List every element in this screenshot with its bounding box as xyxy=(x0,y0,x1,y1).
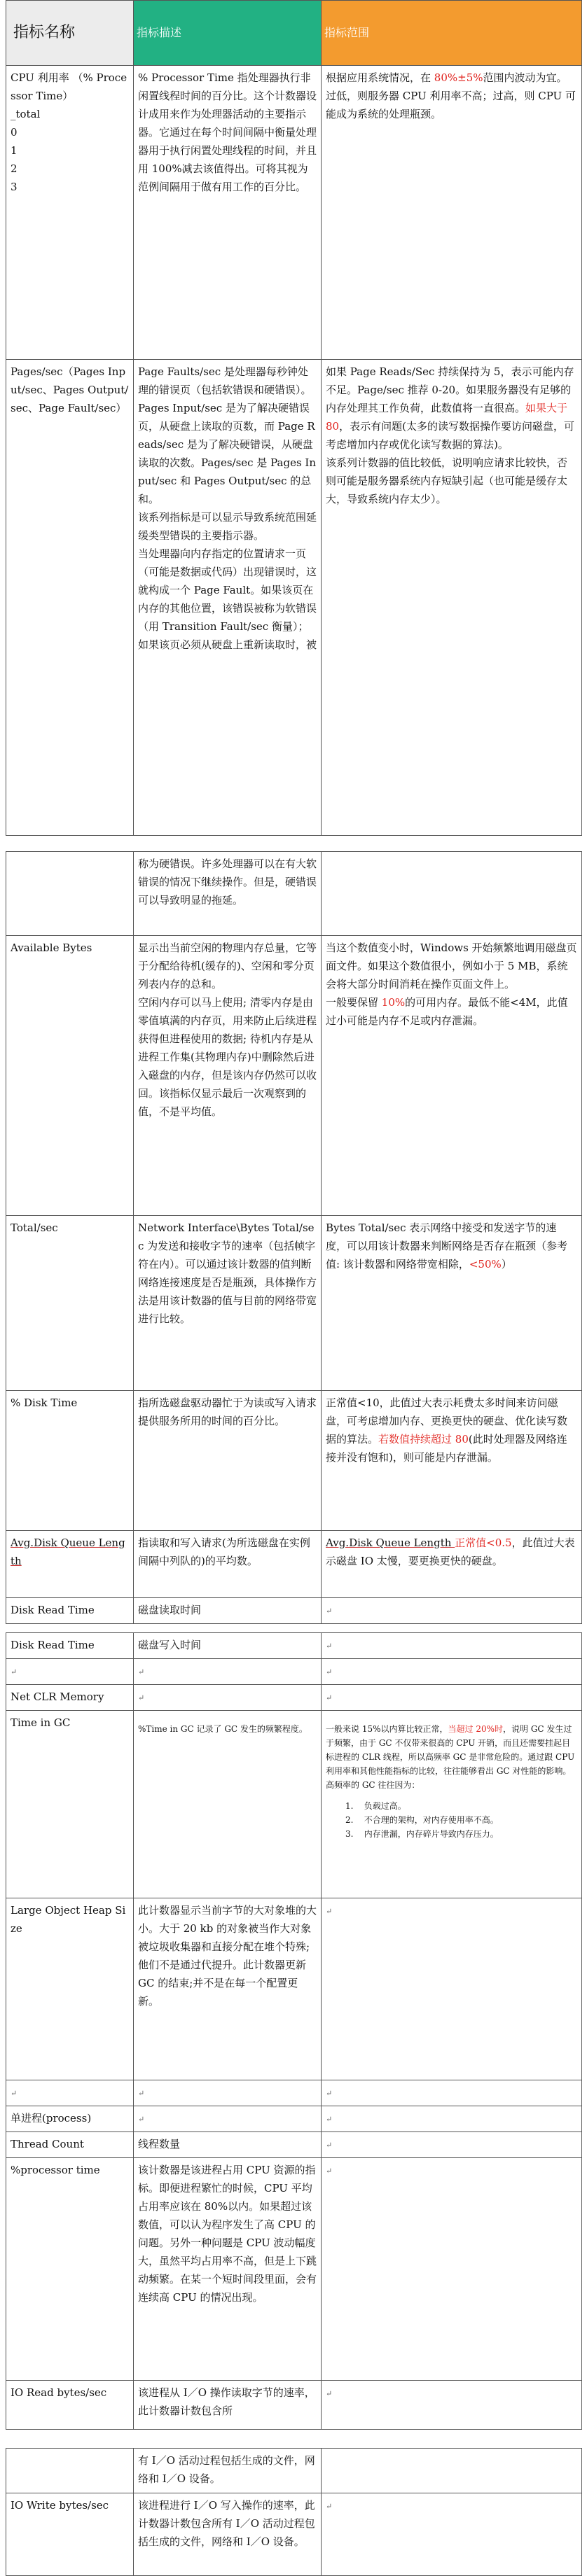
thread-count-name: Thread Count xyxy=(6,2132,134,2158)
total-sec-name: Total/sec xyxy=(6,1216,134,1391)
available-bytes-description: 显示出当前空闲的物理内存总量，它等于分配给待机(缓存的)、空闲和零分页列表内存的总和。 空闲内存可以马上使用; 清零内存是由零值填满的内存页，用来防止后续进程获得但进程使用的数据; 待机内存是从进程工作集(其物理内存)中删除然后进入磁盘的内存，但是该内存仍然可以收回。该指标仅显示最后一次观察到的值，不是平均值。 xyxy=(134,936,322,1216)
processor-time-name: %processor time xyxy=(6,2158,134,2381)
gc-cause-list xyxy=(326,1799,577,1841)
cpu-level-0: 0 xyxy=(11,126,18,139)
disk-time-name: % Disk Time xyxy=(6,1391,134,1531)
avg-disk-queue-range: Avg.Disk Queue Length 正常值<0.5，此值过大表示磁盘 IO 太慢，要更换更快的硬盘。 xyxy=(322,1531,582,1598)
row-disk-write-time xyxy=(6,1633,582,1659)
cpu-level-3: 3 xyxy=(11,181,18,193)
avg-disk-queue-name: Avg.Disk Queue Length xyxy=(6,1531,134,1598)
header-metric-range: 指标范围 xyxy=(322,1,582,66)
row-total-sec xyxy=(6,1216,582,1391)
total-sec-highlight: <50% xyxy=(469,1258,502,1270)
io-read-bytes-description-cont: 有 I／O 活动过程包括生成的文件，网络和 I／O 设备。 xyxy=(134,2449,322,2493)
cpu-name-sub: _total xyxy=(11,108,41,120)
time-in-gc-range: 一般来说 15%以内算比较正常，当超过 20%时，说明 GC 发生过于频繁，由于 GC 不仅带来很高的 CPU 开销，而且还需要挂起目标进程的 CLR 线程，所以高频率 GC 是非常危险的。通过跟 CPU 利用率和其他性能指标的比较，往往能够看出 GC 对性能的影响。高频率的 GC 往往因为： 1. 负载过高。 2. 不合理的架构，对内存使用率不高。 3. 内存泄漏，内存碎片导致内存压力。 xyxy=(322,1711,582,1898)
row-pages-continued xyxy=(6,852,582,936)
disk-write-time-range: ↵ xyxy=(322,1633,582,1659)
row-large-object-heap: Large Object Heap Size 此计数器显示当前字节的大对象堆的大小。大于 20 kb 的对象被当作大对象被垃圾收集器和直接分配在堆个特殊;他们不是通过代提升。此计数器更新 GC 的结束;并不是在每一个配置更新。 ↵ xyxy=(6,1898,582,2080)
row-single-process: 单进程(process) ↵ ↵ xyxy=(6,2106,582,2132)
metrics-table-part-3 xyxy=(6,1632,582,2430)
time-in-gc-description: %Time in GC 记录了 GC 发生的频繁程度。 xyxy=(134,1711,322,1898)
gc-cause-2: 2. 不合理的架构，对内存使用率不高。 xyxy=(345,1815,499,1825)
pages-cont-description: 称为硬错误。许多处理器可以在有大软错误的情况下继续操作。但是，硬错误可以导致明显的拖延。 xyxy=(134,852,322,936)
header-metric-description: 指标描述 xyxy=(134,1,322,66)
row-disk-read-time xyxy=(6,1598,582,1624)
row-empty-2: ↵ ↵ ↵ xyxy=(6,2080,582,2106)
disk-time-description: 指所选磁盘驱动器忙于为读或写入请求提供服务所用的时间的百分比。 xyxy=(134,1391,322,1531)
cpu-level-1: 1 xyxy=(11,144,18,157)
pages-range: 如果 Page Reads/Sec 持续保持为 5，表示可能内存不足。Page/sec 推荐 0-20。如果服务器没有足够的内存处理其工作负荷，此数值将一直很高。如果大于 80，表示有问题(太多的读写数据操作要访问磁盘，可考虑增加内存或优化读写数据的算法)。 该系列计数器的值比较低，说明响应请求比较快，否则可能是服务器系统内存短缺引起（也可能是缓存太大，导致系统内存太少）。 xyxy=(322,360,582,836)
avg-disk-queue-highlight: 正常值<0.5 xyxy=(455,1536,512,1549)
row-time-in-gc xyxy=(6,1711,582,1898)
disk-write-time-name: Disk Read Time xyxy=(6,1633,134,1659)
time-in-gc-highlight: 当超过 20%时 xyxy=(448,1724,503,1734)
io-read-bytes-description: 该进程从 I／O 操作读取字节的速率，此计数器计数包含所 xyxy=(134,2381,322,2430)
pages-cont-range xyxy=(322,852,582,936)
cpu-range: 根据应用系统情况，在 80%±5%范围内波动为宜。过低，则服务器 CPU 利用率不高；过高，则 CPU 可能成为系统的处理瓶颈。 xyxy=(322,66,582,360)
disk-time-range: 正常值<10，此值过大表示耗费太多时间来访问磁盘，可考虑增加内存、更换更快的硬盘、优化读写数据的算法。若数值持续超过 80(此时处理器及网络连接并没有饱和)，则可能是内存泄漏。 xyxy=(322,1391,582,1531)
row-net-clr-memory: Net CLR Memory ↵ ↵ xyxy=(6,1685,582,1711)
row-available-bytes xyxy=(6,936,582,1216)
disk-write-time-description: 磁盘写入时间 xyxy=(134,1633,322,1659)
pages-range-highlight: 如果大于 80 xyxy=(326,402,568,433)
gc-cause-1: 1. 负载过高。 xyxy=(345,1801,406,1811)
cpu-range-highlight: 80%±5% xyxy=(434,71,483,84)
pages-name: Pages/sec（Pages Input/sec、Pages Output/sec、Page Fault/sec） xyxy=(6,360,134,836)
thread-count-description: 线程数量 xyxy=(134,2132,322,2158)
metrics-table-part-4 xyxy=(6,2448,582,2576)
available-bytes-name: Available Bytes xyxy=(6,936,134,1216)
cpu-level-2: 2 xyxy=(11,162,18,175)
cpu-name-cell xyxy=(6,66,134,360)
net-clr-memory-name: Net CLR Memory xyxy=(6,1685,134,1711)
gc-cause-3: 3. 内存泄漏，内存碎片导致内存压力。 xyxy=(345,1829,499,1839)
disk-time-highlight: 若数值持续超过 80 xyxy=(378,1433,469,1446)
io-read-bytes-name: IO Read bytes/sec xyxy=(6,2381,134,2430)
row-disk-time xyxy=(6,1391,582,1531)
cpu-description: % Processor Time 指处理器执行非闲置线程时间的百分比。这个计数器设计成用来作为处理器活动的主要指示器。它通过在每个时间间隔中衡量处理器用于执行闲置处理线程的时间，并且用 100%减去该值得出。可将其视为范例间隔用于做有用工作的百分比。 xyxy=(134,66,322,360)
large-object-heap-name: Large Object Heap Size xyxy=(6,1898,134,2080)
total-sec-description: Network Interface\Bytes Total/sec 为发送和接收字节的速率（包括帧字符在内）。可以通过该计数器的值判断网络连接速度是否是瓶颈，具体操作方法是用该计数器的值与目前的网络带宽进行比较。 xyxy=(134,1216,322,1391)
row-io-read-bytes: IO Read bytes/sec 该进程从 I／O 操作读取字节的速率，此计数器计数包含所 ↵ xyxy=(6,2381,582,2430)
row-cpu-utilization xyxy=(6,66,582,360)
row-processor-time: %processor time 该计数器是该进程占用 CPU 资源的指标。即便进程繁忙的时候，CPU 平均占用率应该在 80%以内。如果超过该数值，可以认为程序发生了高 CPU 的问题。另外一种问题是 CPU 波动幅度大，虽然平均占用率不高，但是上下跳动频繁。在某一个短时间段里面，会有连续高 CPU 的情况出现。 ↵ xyxy=(6,2158,582,2381)
pages-description: Page Faults/sec 是处理器每秒钟处理的错误页（包括软错误和硬错误）。Pages Input/sec 是为了解决硬错误页，从硬盘上读取的页数，而 Page Reads/sec 是为了解决硬错误，从硬盘读取的次数。Pages/sec 是 Pages Input/sec 和 Pages Output/sec 的总和。 该系列指标是可以显示导致系统范围延缓类型错误的主要指示器。 当处理器向内存指定的位置请求一页（可能是数据或代码）出现错误时，这就构成一个 Page Fault。如果该页在内存的其他位置，该错误被称为软错误（用 Transition Fault/sec 衡量）；如果该页必须从硬盘上重新读取时，被 xyxy=(134,360,322,836)
total-sec-range: Bytes Total/sec 表示网络中接受和发送字节的速度，可以用该计数器来判断网络是否存在瓶颈（参考值: 该计数器和网络带宽相除，<50%） xyxy=(322,1216,582,1391)
metrics-table-part-1 xyxy=(6,0,582,836)
available-bytes-highlight: 10% xyxy=(381,996,406,1009)
io-write-bytes-name: IO Write bytes/sec xyxy=(6,2493,134,2576)
row-avg-disk-queue xyxy=(6,1531,582,1598)
cpu-name: CPU 利用率 （% Processor Time） xyxy=(11,71,127,102)
pages-cont-name xyxy=(6,852,134,936)
large-object-heap-description: 此计数器显示当前字节的大对象堆的大小。大于 20 kb 的对象被当作大对象被垃圾收集器和直接分配在堆个特殊;他们不是通过代提升。此计数器更新 GC 的结束;并不是在每一个配置更新。 xyxy=(134,1898,322,2080)
row-io-write-bytes: IO Write bytes/sec 该进程进行 I／O 写入操作的速率，此计数器计数包含所有 I／O 活动过程包括生成的文件，网络和 I／O 设备。 ↵ xyxy=(6,2493,582,2576)
avg-disk-queue-description: 指读取和写入请求(为所选磁盘在实例间隔中列队的)的平均数。 xyxy=(134,1531,322,1598)
disk-read-time-name: Disk Read Time xyxy=(6,1598,134,1624)
row-thread-count: Thread Count 线程数量 ↵ xyxy=(6,2132,582,2158)
disk-read-time-range: ↵ xyxy=(322,1598,582,1624)
row-empty-1: ↵ ↵ ↵ xyxy=(6,1659,582,1685)
metrics-document xyxy=(6,0,581,2576)
available-bytes-range: 当这个数值变小时，Windows 开始频繁地调用磁盘页面文件。如果这个数值很小，例如小于 5 MB，系统会将大部分时间消耗在操作页面文件上。 一般要保留 10%的可用内存。最低不能<4M，此值过小可能是内存不足或内存泄漏。 xyxy=(322,936,582,1216)
single-process-name: 单进程(process) xyxy=(6,2106,134,2132)
disk-read-time-description: 磁盘读取时间 xyxy=(134,1598,322,1624)
metrics-table-part-2 xyxy=(6,851,582,1624)
row-io-read-continued xyxy=(6,2449,582,2493)
header-metric-name: 指标名称 xyxy=(6,1,134,66)
processor-time-description: 该计数器是该进程占用 CPU 资源的指标。即便进程繁忙的时候，CPU 平均占用率应该在 80%以内。如果超过该数值，可以认为程序发生了高 CPU 的问题。另外一种问题是 CPU 波动幅度大，虽然平均占用率不高，但是上下跳动频繁。在某一个短时间段里面，会有连续高 CPU 的情况出现。 xyxy=(134,2158,322,2381)
row-pages-sec xyxy=(6,360,582,836)
io-write-bytes-description: 该进程进行 I／O 写入操作的速率，此计数器计数包含所有 I／O 活动过程包括生成的文件，网络和 I／O 设备。 xyxy=(134,2493,322,2576)
time-in-gc-name: Time in GC xyxy=(6,1711,134,1898)
table-header-row xyxy=(6,1,582,66)
